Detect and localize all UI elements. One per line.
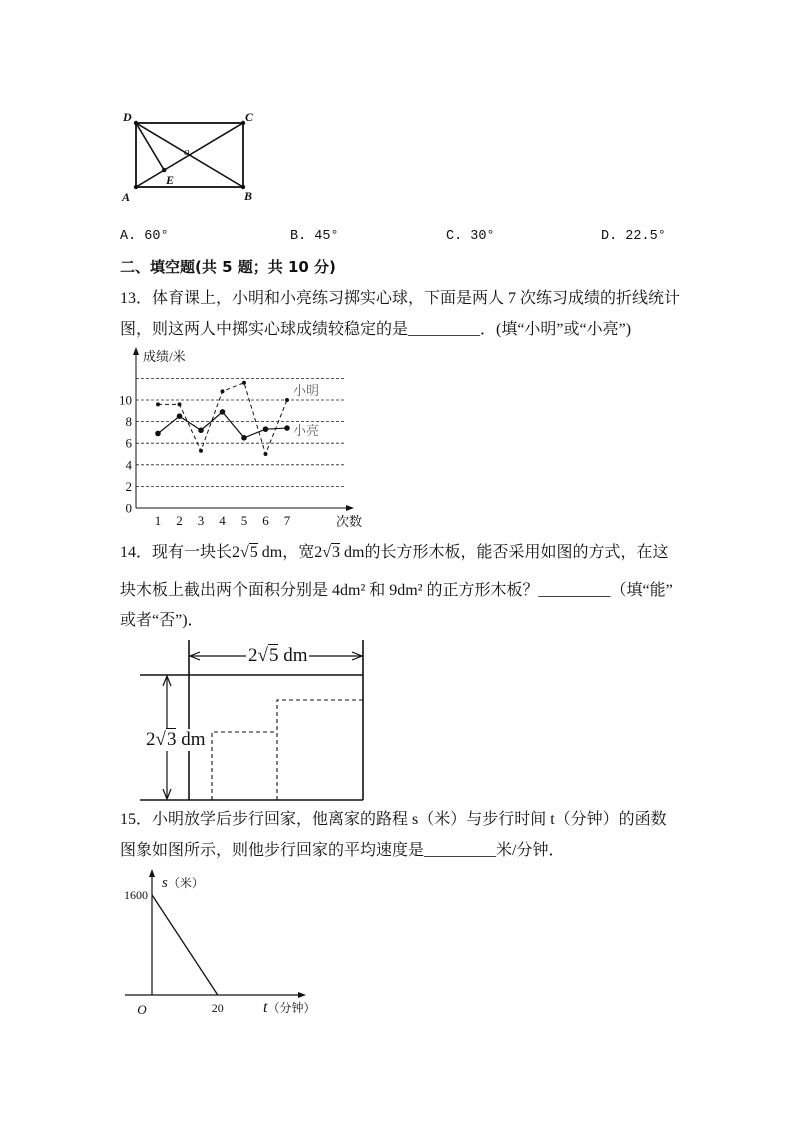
q13-line1: 13．体育课上，小明和小亮练习掷实心球，下面是两人 7 次练习成绩的折线统计 bbox=[120, 290, 681, 307]
x-tick-label: 6 bbox=[262, 513, 269, 528]
x-unit: （分钟） bbox=[267, 1001, 316, 1015]
data-point-series-2 bbox=[177, 413, 183, 419]
y-axis-label: 成绩/米 bbox=[143, 349, 186, 364]
radical-sign: √ bbox=[155, 729, 166, 750]
unit: dm bbox=[340, 544, 365, 561]
x-tick-label: 1 bbox=[154, 513, 162, 528]
y-tick-label: 6 bbox=[125, 435, 132, 451]
q14-line3: 或者“否”)． bbox=[120, 612, 204, 629]
option-b: B. 45° bbox=[290, 229, 339, 244]
origin-label: O bbox=[137, 1002, 147, 1017]
unit: dm bbox=[176, 729, 206, 750]
label-o: o bbox=[184, 146, 190, 158]
large-square-dashed bbox=[277, 700, 363, 800]
segment-de bbox=[136, 123, 164, 170]
q14-line1 bbox=[120, 543, 669, 563]
x-axis-label bbox=[263, 999, 315, 1016]
x-tick-label: 20 bbox=[211, 1001, 224, 1015]
label-a: A bbox=[122, 190, 131, 204]
small-square-dashed bbox=[212, 732, 277, 800]
radicand: 5 bbox=[268, 645, 279, 666]
x-tick-label: 7 bbox=[283, 513, 291, 528]
coefficient: 2 bbox=[248, 645, 258, 666]
data-point-series-1 bbox=[264, 452, 268, 456]
x-tick-label: 3 bbox=[197, 513, 205, 528]
radical-sign: √ bbox=[240, 544, 249, 561]
width-expression bbox=[314, 543, 364, 561]
length-expression bbox=[232, 543, 282, 561]
option-c: C. 30° bbox=[446, 229, 495, 244]
q14-text-segment: 14．现有一块长 bbox=[120, 544, 233, 561]
y-axis-label bbox=[162, 875, 204, 891]
option-d: D. 22.5° bbox=[601, 229, 666, 244]
option-a: A. 60° bbox=[120, 229, 169, 244]
coefficient: 2 bbox=[314, 544, 323, 561]
y-tick-label: 8 bbox=[125, 414, 132, 430]
length-label bbox=[246, 645, 309, 667]
radicand: 3 bbox=[166, 729, 177, 750]
label-d: D bbox=[123, 110, 132, 124]
data-point-series-1 bbox=[242, 381, 246, 385]
radicand: 5 bbox=[249, 544, 258, 561]
data-point-series-1 bbox=[221, 389, 225, 393]
data-point-series-1 bbox=[285, 398, 289, 402]
y-tick-label: 4 bbox=[125, 457, 132, 473]
label-e: E bbox=[166, 173, 175, 187]
q13-line2: 图，则这两人中掷实心球成绩较稳定的是_________．(填“小明”或“小亮”) bbox=[120, 321, 632, 338]
rectangle-figure bbox=[115, 105, 265, 205]
x-axis-arrow bbox=[298, 992, 306, 998]
q15-line2: 图象如图所示，则他步行回家的平均速度是_________米/分钟． bbox=[120, 842, 565, 859]
q15-function-graph bbox=[120, 868, 340, 1018]
y-tick-label: 2 bbox=[125, 478, 132, 494]
data-point-series-1 bbox=[156, 402, 160, 406]
q14-text-segment: 的长方形木板，能否采用如图的方式，在这 bbox=[364, 544, 669, 561]
y-unit: （米） bbox=[167, 876, 204, 890]
y-tick-label: 10 bbox=[119, 392, 132, 408]
x-tick-label: 2 bbox=[176, 513, 183, 528]
coefficient: 2 bbox=[232, 544, 241, 561]
x-axis-label: 次数 bbox=[336, 514, 363, 529]
q14-line2: 块木板上截出两个面积分别是 4dm² 和 9dm² 的正方形木板？_________（填“能” bbox=[120, 582, 673, 599]
series-label-1: 小明 bbox=[293, 383, 320, 398]
data-point-series-2 bbox=[198, 427, 204, 433]
x-tick-label: 5 bbox=[240, 513, 248, 528]
data-point-series-2 bbox=[220, 409, 226, 415]
data-point-series-1 bbox=[199, 449, 203, 453]
y-axis-arrow bbox=[149, 869, 155, 877]
x-axis-arrow bbox=[346, 505, 354, 511]
function-line bbox=[152, 895, 218, 995]
width-label bbox=[144, 729, 207, 751]
q13-line-chart bbox=[110, 345, 380, 535]
section-header: 二、填空题(共 5 题；共 10 分) bbox=[120, 258, 336, 276]
data-point-series-2 bbox=[263, 426, 269, 432]
x-variable: t bbox=[263, 999, 268, 1016]
data-point-series-2 bbox=[284, 425, 290, 431]
unit: dm bbox=[278, 645, 308, 666]
data-point-series-1 bbox=[178, 402, 182, 406]
x-tick-label: 4 bbox=[219, 513, 226, 528]
q15-line1: 15．小明放学后步行回家，他离家的路程 s（米）与步行时间 t（分钟）的函数 bbox=[120, 811, 667, 828]
data-point-series-2 bbox=[241, 435, 247, 441]
y-axis-arrow bbox=[133, 347, 139, 355]
point-d bbox=[134, 121, 138, 125]
radical-sign: √ bbox=[257, 645, 268, 666]
series-label-2: 小亮 bbox=[293, 423, 320, 438]
y-tick-label: 1600 bbox=[124, 887, 148, 902]
y-variable: s bbox=[162, 875, 168, 891]
data-point-series-2 bbox=[155, 431, 161, 437]
q14-text-segment: ，宽 bbox=[282, 544, 315, 561]
unit: dm bbox=[257, 544, 283, 561]
coefficient: 2 bbox=[146, 729, 156, 750]
y-tick-label: 0 bbox=[125, 500, 132, 516]
label-c: C bbox=[245, 110, 254, 124]
point-a bbox=[134, 185, 138, 189]
radical-sign: √ bbox=[322, 544, 332, 561]
label-b: B bbox=[244, 189, 253, 203]
point-e bbox=[162, 168, 166, 172]
radicand: 3 bbox=[332, 544, 341, 561]
